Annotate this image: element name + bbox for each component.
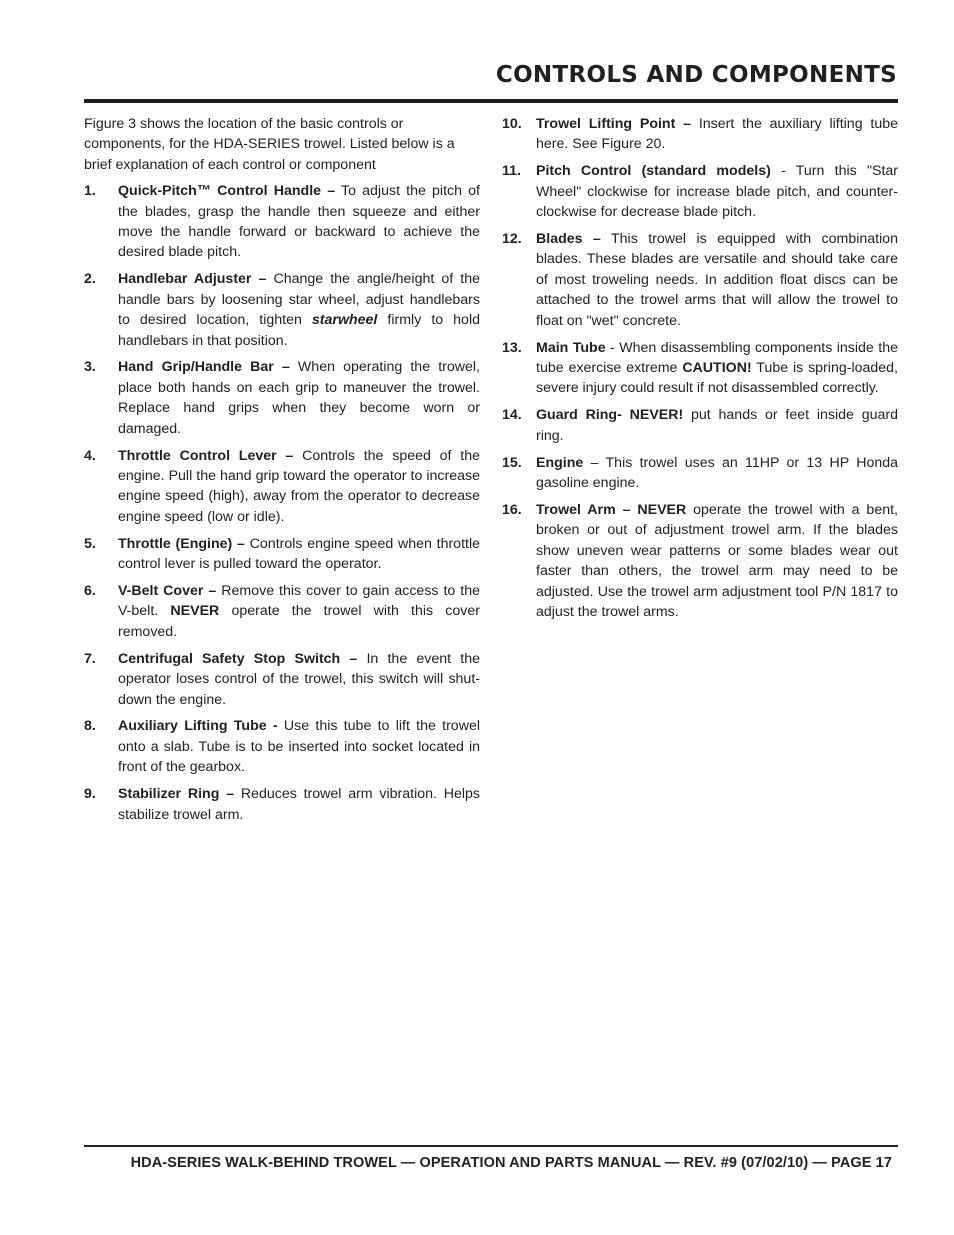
item-text: Change the angle/height of the handle bars by loosening star wheel, adjust handlebars to desired location, tighten [118, 271, 480, 329]
list-item [502, 229, 898, 331]
item-term: Throttle Control Lever – [118, 447, 294, 464]
item-term: Blades – [536, 231, 601, 248]
list-item [84, 649, 480, 710]
list-item [502, 453, 898, 494]
item-number: 2. [84, 271, 96, 288]
list-item [502, 161, 898, 222]
footer-rule [84, 1145, 898, 1147]
item-term: Guard Ring- NEVER! [536, 407, 684, 424]
list-item [84, 716, 480, 777]
item-term: Stabilizer Ring – [118, 786, 235, 803]
item-number: 10. [502, 116, 522, 132]
list-item [502, 500, 898, 622]
item-number: 8. [84, 718, 96, 735]
item-term: Centrifugal Safety Stop Switch – [118, 650, 358, 667]
list-item [84, 181, 480, 263]
item-text-continued: operate the trowel with this cover removed. [118, 603, 480, 640]
item-number: 5. [84, 535, 96, 552]
item-term: Trowel Arm – NEVER [536, 501, 687, 518]
item-text: Insert the auxiliary lifting tube here. See Figure 20. [536, 116, 898, 153]
item-number: 7. [84, 650, 96, 667]
item-number: 6. [84, 583, 96, 600]
intro-paragraph: Figure 3 shows the location of the basic controls or components, for the HDA-SERIES trowel. Listed below is a brief explanation of each control or component [84, 116, 455, 173]
page-title: CONTROLS AND COMPONENTS [495, 62, 897, 88]
list-item [84, 269, 480, 351]
header-rule [84, 99, 898, 103]
item-number: 11. [502, 163, 521, 180]
item-term: V-Belt Cover – [118, 583, 217, 600]
item-text: Reduces trowel arm vibration. Helps stabilize trowel arm. [118, 786, 480, 823]
list-item [502, 405, 898, 446]
list-item [84, 784, 480, 825]
item-number: 9. [84, 786, 96, 803]
item-number: 4. [84, 447, 96, 464]
right-column [502, 114, 898, 629]
item-text: To adjust the pitch of the blades, grasp the handle then squeeze and either move the handle forward or backward to achieve the desired blade pitch. [118, 183, 480, 261]
item-number: 12. [502, 231, 522, 248]
item-text: Controls the speed of the engine. Pull the hand grip toward the operator to increase engine speed (high), away from the operator to decrease engine speed (low or idle). [118, 447, 480, 525]
item-term: Trowel Lifting Point – [536, 116, 692, 132]
page-footer: HDA-SERIES WALK-BEHIND TROWEL — OPERATION AND PARTS MANUAL — REV. #9 (07/02/10) — PAGE 17 [130, 1155, 892, 1171]
left-column [84, 114, 480, 832]
item-warning: NEVER [170, 603, 220, 620]
item-text: Remove this cover to gain access to the V-belt. [118, 583, 481, 620]
item-number: 15. [502, 454, 522, 471]
item-text: - Turn this "Star Wheel" clockwise for increase blade pitch, and counter-clockwise for decrease blade pitch. [536, 163, 899, 221]
item-text-continued: Tube is spring-loaded, severe injury could result if not disassembled correctly. [536, 359, 899, 397]
item-emphasis: starwheel [311, 312, 378, 329]
item-text: In the event the operator loses control of the trowel, this switch will shut-down the engine. [118, 650, 480, 708]
item-term: Handlebar Adjuster – [118, 271, 267, 288]
item-term: Hand Grip/Handle Bar – [118, 359, 290, 376]
item-warning: CAUTION! [682, 359, 752, 376]
item-number: 3. [84, 359, 96, 376]
item-text: – This trowel uses an 11HP or 13 HP Honda gasoline engine. [536, 454, 898, 491]
list-item [84, 581, 480, 642]
list-item [502, 338, 898, 399]
item-text: Use this tube to lift the trowel onto a slab. Tube is to be inserted into socket located in front of the gearbox. [118, 718, 480, 776]
item-term: Throttle (Engine) – [118, 535, 245, 552]
item-text: Controls engine speed when throttle control lever is pulled toward the operator. [118, 535, 480, 573]
item-term: Quick-Pitch™ Control Handle – [118, 183, 336, 200]
item-term: Auxiliary Lifting Tube - [118, 718, 278, 735]
item-text: put hands or feet inside guard ring. [536, 407, 898, 444]
item-number: 14. [502, 407, 522, 424]
item-text: This trowel is equipped with combination blades. These blades are versatile and should take care of most troweling needs. In addition float discs can be attached to the trowel arms that will allow the trowel to float on "wet" concrete. [536, 231, 899, 329]
item-number: 16. [502, 501, 522, 518]
item-term: Main Tube [536, 339, 606, 356]
item-term: Pitch Control (standard models) [536, 163, 771, 180]
item-term: Engine [536, 454, 584, 471]
list-item [84, 446, 480, 528]
list-item [84, 534, 480, 575]
list-item [84, 357, 480, 439]
item-number: 1. [84, 183, 96, 200]
item-text: - When disassembling components inside the tube exercise extreme [536, 339, 898, 376]
list-item [502, 114, 898, 155]
item-text: When operating the trowel, place both hands on each grip to maneuver the trowel. Replace hand grips when they become worn or damaged. [118, 359, 480, 437]
item-number: 13. [502, 339, 522, 356]
item-text-continued: firmly to hold handlebars in that position. [118, 312, 480, 349]
item-text: operate the trowel with a bent, broken or out of adjustment trowel arm. If the blades show uneven wear patterns or some blades wear out faster than others, the trowel arm may need to be adjusted. Use the trowel arm adjustment tool P/N 1817 to adjust the trowel arms. [536, 501, 898, 620]
